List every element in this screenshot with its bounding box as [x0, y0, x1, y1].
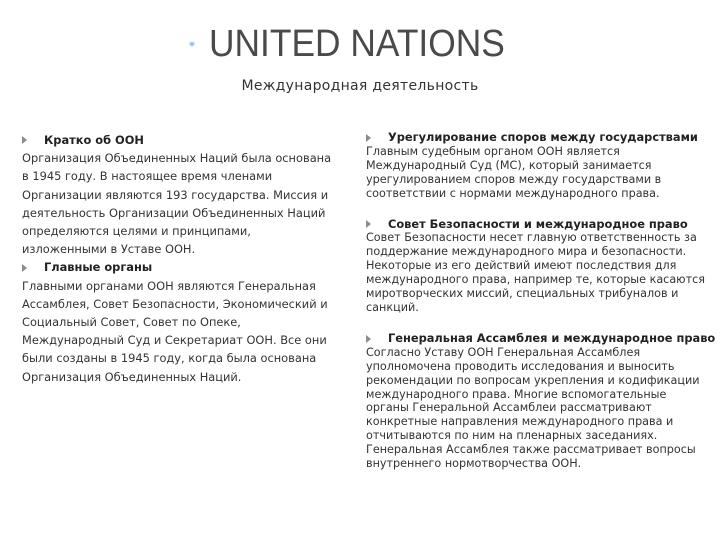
bullet-arrow-icon	[22, 264, 27, 272]
bullet-arrow-icon	[366, 134, 371, 142]
heading-label: Кратко об ООН	[44, 133, 144, 147]
logo-text: UNITED NATIONS	[208, 22, 505, 65]
heading-label: Генеральная Ассамблея и международное право	[388, 330, 716, 345]
page-title: Международная деятельность	[241, 78, 479, 94]
section-heading	[22, 131, 337, 149]
un-logo	[183, 18, 527, 70]
section-heading	[366, 131, 708, 145]
section	[366, 330, 716, 471]
heading-label: Совет Безопасности и международное право	[388, 216, 688, 231]
section-heading	[366, 218, 708, 232]
heading-label: Урегулирование споров между государствами	[388, 130, 698, 144]
left-column	[22, 131, 337, 386]
section	[366, 218, 708, 315]
section-heading	[366, 330, 716, 346]
section-body: Главным судебным органом ООН является Международный Суд (МС), который занимается урегулированием споров между государствами в соответствии с нормами международного права.	[366, 144, 662, 200]
section-heading	[22, 258, 337, 276]
bullet-arrow-icon	[366, 335, 371, 343]
heading-label: Главные органы	[44, 260, 153, 275]
section-body: Организация Объединенных Наций была основана в 1945 году. В настоящее время членами Организации являются 193 государства. Миссия и деятельность Организации Объединенных Наций определяются целями и принципами, изложенными в Уставе ООН.	[22, 151, 332, 257]
section-body: Согласно Уставу ООН Генеральная Ассамблея уполномочена проводить исследования и выносить рекомендации по вопросам укрепления и кодификации международного права. Многие вспомогательные органы Генеральной Ассамблеи рассматривают конкретные направления международного права и отчитываются по ним на пленарных заседаниях. Генеральная Ассамблея также рассматривает вопросы внутреннего нормотворчества ООН.	[366, 345, 700, 471]
section-body: Главными органами ООН являются Генеральная Ассамблея, Совет Безопасности, Экономический и Социальный Совет, Совет по Опеке, Международный Суд и Секретариат ООН. Все они были созданы в 1945 году, когда была основана Организация Объединенных Наций.	[22, 278, 328, 384]
section	[366, 131, 708, 201]
section-body: Совет Безопасности несет главную ответственность за поддержание международного мира и безопасности. Некоторые из его действий имеют последствия для международного права, например те, которые касаются миротворческих миссий, специальных трибуналов и санкций.	[366, 231, 706, 314]
right-column	[366, 130, 716, 488]
bullet-arrow-icon	[366, 220, 371, 228]
bullet-arrow-icon	[22, 136, 27, 144]
un-emblem-icon	[189, 21, 195, 67]
